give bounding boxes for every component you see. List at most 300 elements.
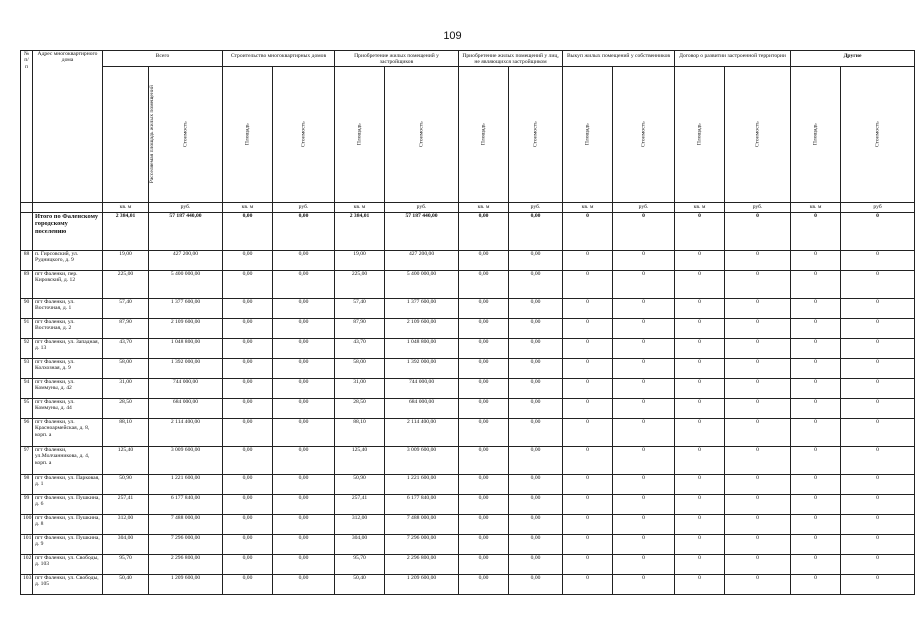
row-value: 0: [675, 378, 725, 398]
row-value: 0,00: [459, 298, 509, 318]
table-row: [21, 298, 915, 318]
row-value: 0,00: [223, 298, 273, 318]
row-value: 0,00: [509, 250, 563, 270]
units-row: [21, 202, 915, 212]
table-row: [21, 378, 915, 398]
row-value: 0,00: [223, 318, 273, 338]
row-value: 0,00: [509, 398, 563, 418]
row-value: 0,00: [223, 270, 273, 298]
sub-header: Стоимость: [613, 66, 675, 202]
row-value: 0,00: [459, 378, 509, 398]
row-value: 88,10: [103, 418, 149, 446]
row-value: 0: [841, 338, 915, 358]
row-value: 0: [841, 534, 915, 554]
group-header: Другие: [791, 51, 915, 67]
row-value: 0: [791, 514, 841, 534]
row-value: 0: [791, 378, 841, 398]
table-row: [21, 250, 915, 270]
row-value: 0,00: [273, 418, 335, 446]
row-value: 0: [791, 338, 841, 358]
row-value: 0,00: [509, 534, 563, 554]
row-value: 0: [841, 358, 915, 378]
row-address: пгт Фаленки, пер. Кировский, д. 12: [33, 270, 103, 298]
row-value: 0: [613, 318, 675, 338]
row-value: 0: [675, 418, 725, 446]
row-value: 0: [675, 474, 725, 494]
row-value: 0,00: [223, 358, 273, 378]
row-value: 28,50: [103, 398, 149, 418]
table-row: [21, 270, 915, 298]
row-number: 95: [21, 398, 33, 418]
total-value: 0: [613, 212, 675, 250]
table-row: [21, 398, 915, 418]
table-row: [21, 338, 915, 358]
total-value: 2 384,01: [335, 212, 385, 250]
row-value: 0,00: [223, 574, 273, 594]
sub-header: Стоимость: [725, 66, 791, 202]
row-value: 0: [563, 338, 613, 358]
row-value: 684 000,00: [385, 398, 459, 418]
row-value: 31,00: [103, 378, 149, 398]
page-number: 109: [443, 30, 462, 42]
row-number: 94: [21, 378, 33, 398]
total-value: 2 384,01: [103, 212, 149, 250]
sub-header: Стоимость: [273, 66, 335, 202]
row-value: 0,00: [273, 338, 335, 358]
row-value: 0,00: [459, 534, 509, 554]
row-value: 0: [791, 250, 841, 270]
header-group-row: [21, 51, 915, 67]
total-value: 57 187 440,00: [149, 212, 223, 250]
row-value: 0,00: [459, 474, 509, 494]
row-value: 304,00: [335, 534, 385, 554]
row-value: 0,00: [459, 250, 509, 270]
row-value: 0: [841, 398, 915, 418]
row-value: 1 209 600,00: [149, 574, 223, 594]
row-value: 0: [675, 446, 725, 474]
row-value: 0: [841, 474, 915, 494]
table-row: [21, 534, 915, 554]
row-value: 0: [791, 494, 841, 514]
row-value: 0: [613, 250, 675, 270]
row-value: 7 488 000,00: [385, 514, 459, 534]
row-value: 0,00: [509, 298, 563, 318]
sub-header: Стоимость: [841, 66, 915, 202]
total-value: 0,00: [509, 212, 563, 250]
row-value: 0: [791, 574, 841, 594]
row-value: 3 009 600,00: [385, 446, 459, 474]
row-value: 0,00: [273, 574, 335, 594]
row-value: 0: [563, 270, 613, 298]
row-value: 0: [725, 446, 791, 474]
row-value: 0: [841, 574, 915, 594]
row-value: 2 296 800,00: [149, 554, 223, 574]
table-row: [21, 554, 915, 574]
row-value: 0,00: [509, 378, 563, 398]
row-value: 1 209 600,00: [385, 574, 459, 594]
row-value: 0,00: [273, 358, 335, 378]
sub-header: Площадь: [459, 66, 509, 202]
row-value: 0: [563, 378, 613, 398]
row-value: 0: [725, 298, 791, 318]
units-cell: руб.: [385, 202, 459, 212]
row-value: 0,00: [273, 398, 335, 418]
row-value: 0,00: [223, 398, 273, 418]
row-value: 0: [841, 250, 915, 270]
row-value: 427 200,00: [385, 250, 459, 270]
row-value: 0: [613, 270, 675, 298]
row-value: 0,00: [273, 298, 335, 318]
row-number: 88: [21, 250, 33, 270]
row-value: 0,00: [223, 494, 273, 514]
row-value: 50,90: [103, 474, 149, 494]
units-cell: руб.: [613, 202, 675, 212]
row-value: 0,00: [273, 494, 335, 514]
units-cell: кв. м: [791, 202, 841, 212]
row-value: 0,00: [509, 574, 563, 594]
row-value: 0: [675, 298, 725, 318]
row-value: 0,00: [273, 378, 335, 398]
units-cell: [33, 202, 103, 212]
units-cell: кв. м: [223, 202, 273, 212]
row-value: 2 114 400,00: [149, 418, 223, 446]
row-value: 50,40: [103, 574, 149, 594]
row-value: 0: [613, 446, 675, 474]
row-value: 0: [563, 358, 613, 378]
sub-header: Расселяемая площадь жилых помещений: [103, 66, 149, 202]
row-value: 0: [613, 298, 675, 318]
row-value: 19,00: [335, 250, 385, 270]
total-value: 0,00: [459, 212, 509, 250]
row-number: 92: [21, 338, 33, 358]
row-value: 257,41: [103, 494, 149, 514]
row-value: 1 221 600,00: [149, 474, 223, 494]
row-value: 0,00: [509, 554, 563, 574]
group-header: Приобретение жилых помещений у лиц, не являющихся застройщиком: [459, 51, 563, 67]
row-value: 2 114 400,00: [385, 418, 459, 446]
row-value: 0,00: [223, 554, 273, 574]
row-address: пгт Фаленки, ул. Свободы, д. 103: [33, 554, 103, 574]
row-address: пгт Фаленки, ул. Восточная, д. 1: [33, 298, 103, 318]
total-value: 0: [563, 212, 613, 250]
row-value: 0,00: [459, 514, 509, 534]
row-value: 427 200,00: [149, 250, 223, 270]
row-value: 28,50: [335, 398, 385, 418]
row-value: 0,00: [459, 270, 509, 298]
row-value: 5 400 000,00: [149, 270, 223, 298]
row-value: 0,00: [459, 358, 509, 378]
row-value: 0,00: [459, 554, 509, 574]
row-value: 0: [791, 318, 841, 338]
row-value: 312,00: [103, 514, 149, 534]
total-row: [21, 212, 915, 250]
row-value: 0: [791, 358, 841, 378]
row-value: 0: [675, 534, 725, 554]
table-row: [21, 494, 915, 514]
row-value: 7 296 000,00: [385, 534, 459, 554]
row-value: 0: [791, 534, 841, 554]
row-value: 0: [725, 250, 791, 270]
row-value: 0: [613, 554, 675, 574]
row-value: 0,00: [459, 398, 509, 418]
group-header: Строительство многоквартирных домов: [223, 51, 335, 67]
sub-header: Площадь: [335, 66, 385, 202]
row-value: 0: [725, 514, 791, 534]
row-value: 744 000,00: [385, 378, 459, 398]
row-value: 0: [613, 534, 675, 554]
row-value: 0: [675, 494, 725, 514]
row-value: 0: [675, 574, 725, 594]
row-value: 0,00: [223, 474, 273, 494]
row-value: 0: [675, 250, 725, 270]
total-value: 0: [841, 212, 915, 250]
row-value: 2 109 600,00: [149, 318, 223, 338]
row-value: 0: [613, 574, 675, 594]
row-value: 0: [791, 446, 841, 474]
row-value: 0,00: [223, 514, 273, 534]
table-row: [21, 318, 915, 338]
row-value: 0: [841, 514, 915, 534]
row-value: 0,00: [459, 418, 509, 446]
row-value: 31,00: [335, 378, 385, 398]
row-number: 102: [21, 554, 33, 574]
total-value: 0: [725, 212, 791, 250]
row-value: 0,00: [509, 446, 563, 474]
row-value: 0: [613, 398, 675, 418]
row-value: 0,00: [273, 250, 335, 270]
row-value: 7 488 000,00: [149, 514, 223, 534]
row-number: 99: [21, 494, 33, 514]
row-value: 744 000,00: [149, 378, 223, 398]
sub-header: Стоимость: [149, 66, 223, 202]
row-value: 0: [841, 318, 915, 338]
row-value: 0: [613, 378, 675, 398]
row-address: пгт Фаленки, ул. Восточная, д. 2: [33, 318, 103, 338]
group-header: Договор о развитии застроенной территории: [675, 51, 791, 67]
row-value: 0: [675, 398, 725, 418]
row-value: 50,40: [335, 574, 385, 594]
row-address: пгт Фаленки, ул. Пушкина, д. 9: [33, 534, 103, 554]
row-value: 0: [563, 554, 613, 574]
row-value: 0: [675, 338, 725, 358]
row-value: 0,00: [273, 318, 335, 338]
row-value: 0: [791, 418, 841, 446]
row-value: 0,00: [223, 338, 273, 358]
row-value: 0: [841, 554, 915, 574]
row-address: пгт Фаленки, ул. Пушкина, д. 8: [33, 514, 103, 534]
row-value: 0: [725, 378, 791, 398]
row-value: 0: [675, 270, 725, 298]
row-value: 0: [563, 318, 613, 338]
row-value: 0,00: [223, 534, 273, 554]
row-value: 0: [725, 474, 791, 494]
row-number: 100: [21, 514, 33, 534]
row-value: 0: [563, 418, 613, 446]
row-value: 1 221 600,00: [385, 474, 459, 494]
row-value: 57,40: [103, 298, 149, 318]
row-value: 0: [791, 554, 841, 574]
row-value: 57,40: [335, 298, 385, 318]
row-value: 0: [725, 534, 791, 554]
row-value: 43,70: [103, 338, 149, 358]
row-number: 97: [21, 446, 33, 474]
row-value: 0: [725, 270, 791, 298]
total-value: 0: [791, 212, 841, 250]
row-value: 95,70: [335, 554, 385, 574]
row-value: 0: [725, 494, 791, 514]
row-value: 684 000,00: [149, 398, 223, 418]
row-value: 58,00: [103, 358, 149, 378]
row-value: 1 048 800,00: [149, 338, 223, 358]
row-value: 2 296 800,00: [385, 554, 459, 574]
row-address: пгт Фаленки, ул. Коммуны, д. 42: [33, 378, 103, 398]
row-value: 3 009 600,00: [149, 446, 223, 474]
units-cell: кв. м: [103, 202, 149, 212]
row-value: 0: [563, 298, 613, 318]
row-value: 0,00: [273, 270, 335, 298]
row-value: 0: [725, 554, 791, 574]
row-value: 0,00: [509, 358, 563, 378]
units-cell: руб: [841, 202, 915, 212]
total-value: 0,00: [223, 212, 273, 250]
table-row: [21, 446, 915, 474]
units-cell: руб.: [273, 202, 335, 212]
row-address: пгт Фаленки, ул. Колхозная, д. 9: [33, 358, 103, 378]
row-value: 0: [563, 534, 613, 554]
row-value: 0: [725, 358, 791, 378]
row-value: 1 048 800,00: [385, 338, 459, 358]
row-value: 0: [841, 494, 915, 514]
row-number: 90: [21, 298, 33, 318]
row-value: 0,00: [509, 494, 563, 514]
row-value: 0: [791, 298, 841, 318]
row-value: 0: [563, 250, 613, 270]
row-value: 0,00: [273, 554, 335, 574]
row-number: 91: [21, 318, 33, 338]
row-value: 0: [613, 358, 675, 378]
row-value: 0: [563, 514, 613, 534]
row-value: 58,00: [335, 358, 385, 378]
row-value: 0: [791, 398, 841, 418]
row-value: 0: [563, 574, 613, 594]
row-value: 0,00: [459, 318, 509, 338]
row-value: 1 392 000,00: [149, 358, 223, 378]
sub-header: Площадь: [675, 66, 725, 202]
row-value: 0,00: [509, 474, 563, 494]
row-value: 0,00: [273, 514, 335, 534]
row-value: 0: [563, 474, 613, 494]
row-number: 89: [21, 270, 33, 298]
row-value: 225,00: [335, 270, 385, 298]
row-value: 0: [613, 474, 675, 494]
row-value: 95,70: [103, 554, 149, 574]
row-value: 0,00: [459, 574, 509, 594]
row-number: 101: [21, 534, 33, 554]
row-value: 125,40: [103, 446, 149, 474]
row-value: 1 377 600,00: [149, 298, 223, 318]
table-row: [21, 574, 915, 594]
row-value: 87,90: [335, 318, 385, 338]
row-value: 0: [725, 418, 791, 446]
row-value: 0: [563, 398, 613, 418]
row-value: 0,00: [459, 446, 509, 474]
row-value: 0,00: [273, 474, 335, 494]
row-value: 7 296 000,00: [149, 534, 223, 554]
row-value: 0,00: [223, 446, 273, 474]
row-value: 87,90: [103, 318, 149, 338]
row-value: 312,00: [335, 514, 385, 534]
total-value: 0: [675, 212, 725, 250]
col-address-header: Адрес многоквартирного дома: [33, 51, 103, 203]
row-value: 0,00: [223, 378, 273, 398]
row-value: 0: [725, 398, 791, 418]
row-value: 50,90: [335, 474, 385, 494]
row-value: 0: [841, 418, 915, 446]
row-value: 88,10: [335, 418, 385, 446]
row-value: 1 392 000,00: [385, 358, 459, 378]
col-num-header: № п/п: [21, 51, 33, 203]
row-value: 0: [613, 514, 675, 534]
row-value: 0: [675, 358, 725, 378]
sub-header: Стоимость: [385, 66, 459, 202]
row-value: 0: [675, 514, 725, 534]
row-value: 0,00: [273, 446, 335, 474]
row-value: 0,00: [223, 418, 273, 446]
table-row: [21, 358, 915, 378]
group-header: Всего: [103, 51, 223, 67]
row-value: 304,00: [103, 534, 149, 554]
row-value: 0: [791, 270, 841, 298]
row-value: 19,00: [103, 250, 149, 270]
row-value: 0: [841, 270, 915, 298]
row-number: 103: [21, 574, 33, 594]
row-value: 6 177 840,00: [385, 494, 459, 514]
row-value: 5 400 000,00: [385, 270, 459, 298]
sub-header: Площадь: [563, 66, 613, 202]
row-value: 0: [841, 378, 915, 398]
row-number: 98: [21, 474, 33, 494]
row-address: пгт Фаленки, ул. Западная, д. 13: [33, 338, 103, 358]
row-address: п. Гирсовский, ул. Рудницкого, д. 9: [33, 250, 103, 270]
row-value: 6 177 840,00: [149, 494, 223, 514]
row-value: 2 109 600,00: [385, 318, 459, 338]
resettlement-table: [20, 50, 915, 595]
row-value: 0,00: [509, 338, 563, 358]
row-value: 125,40: [335, 446, 385, 474]
row-value: 0: [725, 318, 791, 338]
row-value: 0: [563, 446, 613, 474]
row-value: 0,00: [459, 338, 509, 358]
row-value: 0: [613, 338, 675, 358]
header-sub-row: [21, 66, 915, 202]
units-cell: кв. м: [335, 202, 385, 212]
row-value: 0: [563, 494, 613, 514]
table-row: [21, 418, 915, 446]
total-value: 0,00: [273, 212, 335, 250]
table-row: [21, 514, 915, 534]
sub-header: Стоимость: [509, 66, 563, 202]
row-value: 0,00: [509, 514, 563, 534]
total-num: [21, 212, 33, 250]
row-address: пгт Фаленки, ул. Коммуны, д. 44: [33, 398, 103, 418]
row-value: 0: [675, 318, 725, 338]
row-number: 96: [21, 418, 33, 446]
row-value: 0: [841, 298, 915, 318]
row-value: 0: [613, 494, 675, 514]
row-value: 0,00: [509, 418, 563, 446]
units-cell: кв. м: [563, 202, 613, 212]
row-address: пгт Фаленки, ул. Красноармейская, д. 8, корп. а: [33, 418, 103, 446]
